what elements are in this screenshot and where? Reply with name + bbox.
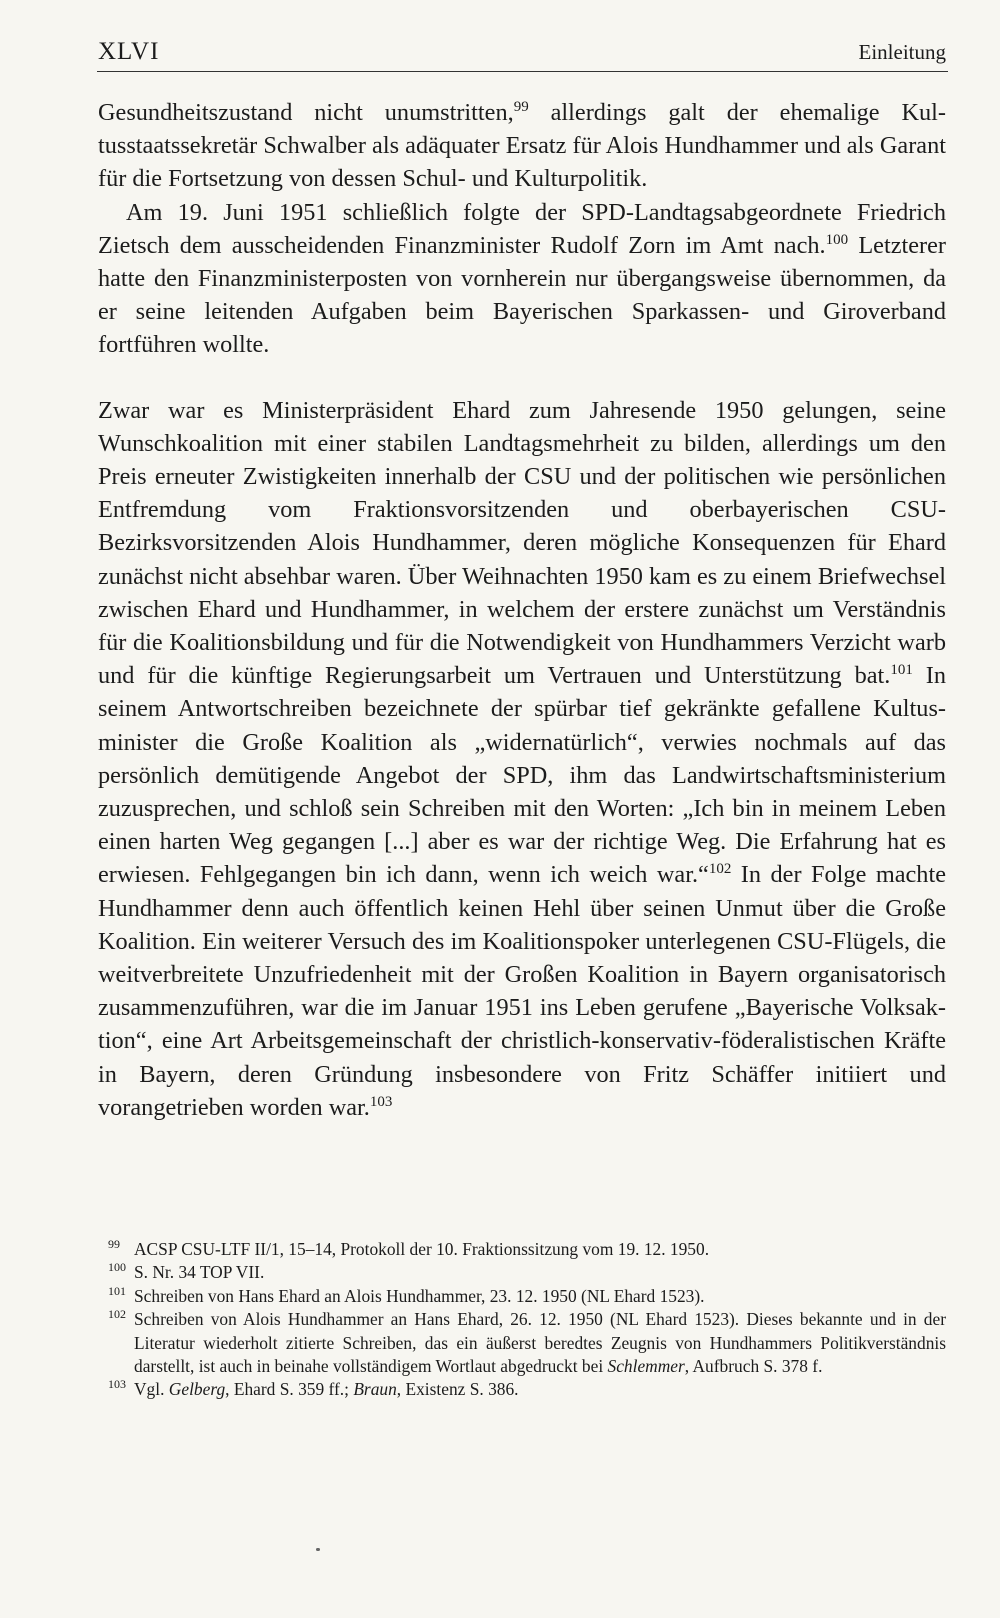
footnote-number: 102: [108, 1307, 126, 1322]
author-name: Schlemmer: [607, 1356, 685, 1377]
footnote-number: 101: [108, 1283, 126, 1298]
paragraph-3: [98, 394, 946, 1124]
footnote-text: , Ehard S. 359 ff.;: [225, 1379, 354, 1400]
main-text: [98, 96, 946, 1124]
paragraph-text: Gesundheitszustand nicht unumstritten,: [98, 99, 514, 126]
paragraph-text: allerdings galt der ehemalige Kultusstaatssekretär Schwalber als adäquater Ersatz für Alois Hundhammer und als Garant für die Fortsetzung von dessen Schul- und Kulturpolitik.: [98, 99, 946, 193]
paragraph-text: Letzterer hatte den Finanzministerposten von vornherein nur übergangsweise übernommen, da er seine leitenden Aufgaben beim Bayerischen Sparkassen- und Giroverband fortführen wollte.: [98, 231, 946, 359]
paragraph-text: Zwar war es Ministerpräsident Ehard zum Jahresende 1950 gelungen, seine Wunschkoalition mit einer stabilen Landtagsmehrheit zu bilden, allerdings um den Preis erneuter Zwistigkeiten innerhalb der CSU und der politischen wie persönlichen Entfremdung vom Fraktionsvorsitzenden und oberbayerischen CSU-Bezirksvorsitzenden Alois Hundhammer, deren mögliche Konsequenzen für Ehard zunächst nicht absehbar waren. Über Weihnachten 1950 kam es zu einem Briefwechsel zwischen Ehard und Hundhammer, in welchem der erstere zunächst um Verständnis für die Koalitionsbildung und für die Notwendigkeit von Hundhammers Verzicht warb und für die künftige Regierungsarbeit um Vertrauen und Unterstützung bat.: [98, 396, 946, 690]
footnote-ref: 101: [890, 662, 913, 679]
footnote: [108, 1261, 946, 1284]
footnote-text: Schreiben von Hans Ehard an Alois Hundhammer, 23. 12. 1950 (NL Ehard 1523).: [134, 1285, 705, 1306]
paragraph-2: [98, 196, 946, 362]
footnote-ref: 100: [825, 231, 849, 248]
footnote-text: Vgl.: [134, 1379, 169, 1400]
running-title: Einleitung: [858, 40, 946, 64]
footnote-text: , Aufbruch S. 378 f.: [684, 1356, 823, 1377]
footnote-ref: 102: [708, 861, 732, 878]
paper-speck: [316, 1548, 320, 1551]
paragraph-1: [98, 96, 946, 196]
footnote: [108, 1308, 946, 1378]
author-name: Braun: [353, 1379, 397, 1400]
footnote: [108, 1378, 946, 1401]
paragraph-text: In seinem Antwortschreiben bezeichnete der spürbar tief gekränkte gefallene Kultusminister die Große Koalition als „widernatürlich“, verwies nochmals auf das persönlich demütigende Angebot der SPD, ihm das Landwirtschaftsministerium zuzusprechen, und schloß sein Schreiben mit den Worten: „Ich bin in meinem Leben einen harten Weg gegangen [...] aber es war der richtige Weg. Die Erfahrung hat es erwiesen. Fehlgegangen bin ich dann, wenn ich weich war.“: [98, 662, 946, 889]
footnote: [108, 1238, 946, 1261]
footnote-text: S. Nr. 34 TOP VII.: [134, 1262, 265, 1283]
footnote-ref: 99: [513, 99, 529, 115]
page-header: [98, 38, 946, 68]
author-name: Gelberg: [168, 1379, 226, 1400]
page-number: XLVI: [98, 38, 160, 65]
paragraph-text: Am 19. Juni 1951 schließlich folgte der SPD-Landtagsabgeordnete Friedrich Zietsch dem ausscheidenden Finanzminister Rudolf Zorn im Amt nach.: [98, 198, 946, 259]
footnote-ref: 103: [369, 1093, 393, 1110]
footnote-text: Schreiben von Alois Hundhammer an Hans Ehard, 26. 12. 1950 (NL Ehard 1523). Dieses bekannte und in der Literatur wiederholt zitierte Schreiben, das ein äußerst beredtes Zeugnis von Hundhammers Politikverständnis darstellt, ist auch in beinahe vollständigem Wortlaut abgedruckt bei: [134, 1309, 946, 1377]
footnote-number: 99: [108, 1237, 120, 1251]
footnote-number: 103: [108, 1377, 126, 1392]
footnotes: [108, 1238, 946, 1402]
paragraph-text: In der Folge machte Hundhammer denn auch öffentlich keinen Hehl über seinen Unmut über die Große Koalition. Ein weiterer Versuch des im Koalitionspoker unterlegenen CSU-Flügels, die weitverbreitete Unzufriedenheit mit der Großen Koalition in Bayern organisatorisch zusammenzuführen, war die im Januar 1951 ins Leben gerufene „Bayerische Volksaktion“, eine Art Arbeitsgemeinschaft der christlich-konservativ-föderalistischen Kräfte in Bayern, deren Gründung insbesondere von Fritz Schäffer initiiert und vorangetrieben worden war.: [98, 861, 946, 1121]
footnote: [108, 1285, 946, 1308]
footnote-text: ACSP CSU-LTF II/1, 15–14, Protokoll der 10. Fraktionssitzung vom 19. 12. 1950.: [134, 1239, 710, 1259]
footnote-text: , Existenz S. 386.: [396, 1379, 519, 1400]
footnote-number: 100: [108, 1260, 126, 1275]
header-rule: [97, 71, 948, 72]
